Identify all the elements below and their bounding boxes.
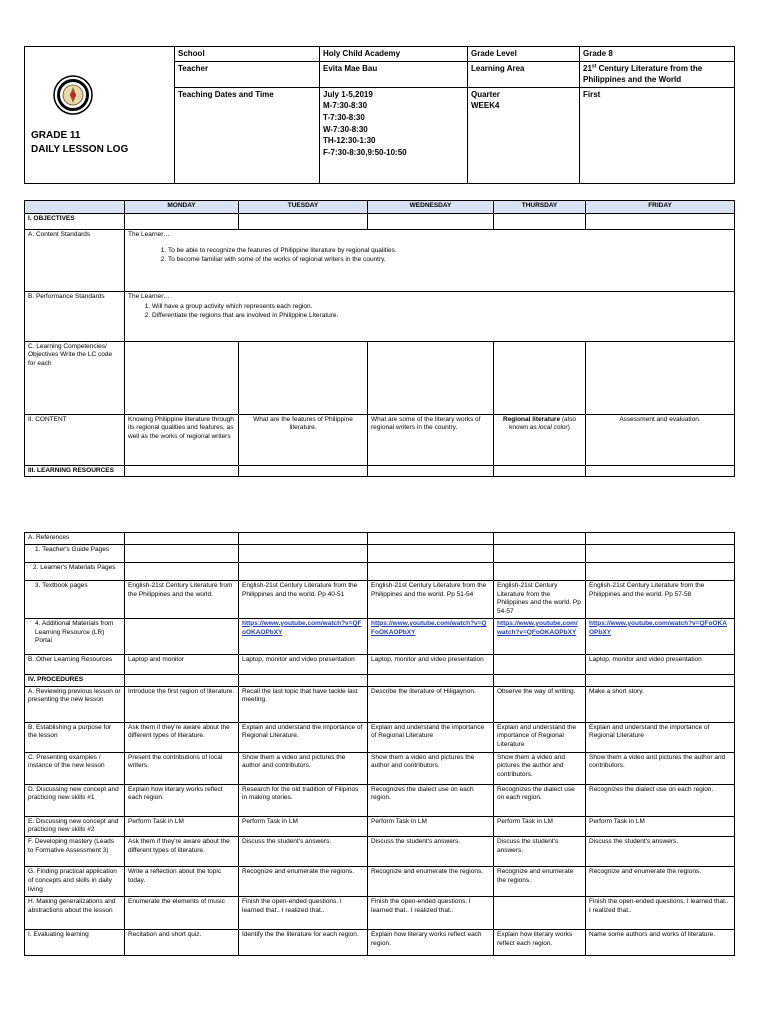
procedure-row	[25, 722, 735, 752]
other-resource-cell	[494, 654, 586, 674]
lm-label: 2. Learner's Materials Pages	[25, 562, 125, 580]
day-header: THURSDAY	[494, 201, 586, 214]
procedure-row	[25, 837, 735, 867]
teacher-value: Evita Mae Bau	[320, 61, 468, 87]
procedure-cell: Ask them if they're aware about the different types of literature.	[125, 837, 239, 867]
procedure-cell: Research for the old tradition of Filipinos in making stories.	[239, 784, 368, 816]
procedure-cell: Perform Task in LM	[239, 816, 368, 837]
day-header: WEDNESDAY	[368, 201, 494, 214]
procedure-cell: Discuss the student's answers.	[494, 837, 586, 867]
textbook-cell: English-21st Century Literature from the Philippines and the world. Pp 57-58	[586, 580, 735, 618]
content-standard-item: 2. To become familiar with some of the works of regional writers in the country.	[168, 256, 731, 264]
other-resource-cell: Laptop, monitor and video presentation	[586, 654, 735, 674]
procedure-label: F. Developing mastery (Leads to Formative Assessment 3)	[25, 837, 125, 867]
quarter-label	[468, 87, 580, 183]
quarter-value: WEEK4	[471, 101, 500, 111]
procedure-cell: Discuss the student's answers.	[239, 837, 368, 867]
procedures-table	[24, 532, 735, 956]
dates-label: Teaching Dates and Time	[175, 87, 320, 183]
other-resource-cell: Laptop, monitor and video presentation	[368, 654, 494, 674]
procedure-cell: Recitation and short quiz.	[125, 930, 239, 956]
procedure-row	[25, 686, 735, 722]
grade-level-label: Grade Level	[468, 47, 580, 62]
quarter-first: First	[580, 87, 735, 183]
procedure-label: A. Reviewing previous lesson or presenting the new lesson	[25, 686, 125, 722]
procedure-cell: Name some authors and works of literature.	[586, 930, 735, 956]
procedures-label: IV. PROCEDURES	[25, 674, 125, 686]
textbook-label: 3. Textbook pages	[25, 580, 125, 618]
performance-standard-item: 2. Differentiate the regions that are involved in Philippine Literature.	[152, 312, 731, 320]
day-header: MONDAY	[125, 201, 239, 214]
procedure-label: E. Discussing new concept and practicing new skills #2	[25, 816, 125, 837]
procedure-label: D. Discussing new concept and practicing new skills #1	[25, 784, 125, 816]
content-standards-value	[125, 230, 735, 292]
day-header: TUESDAY	[239, 201, 368, 214]
logo-title-cell	[25, 47, 175, 184]
procedure-cell: Recognizes the dialect use on each region.	[368, 784, 494, 816]
procedure-cell: Present the contributions of local writers.	[125, 752, 239, 784]
procedure-cell	[494, 897, 586, 930]
competencies-label: C. Learning Competencies/ Objectives Write the LC code for each	[25, 342, 125, 415]
tg-label: 1. Teacher's Guide Pages	[25, 544, 125, 562]
procedure-row	[25, 867, 735, 897]
procedure-cell: Perform Task in LM	[494, 816, 586, 837]
procedure-label: H. Making generalizations and abstractions about the lesson	[25, 897, 125, 930]
content-cell: What are some of the literary works of regional writers in the country.	[368, 415, 494, 466]
procedure-cell: Explain how literary works reflect each region.	[368, 930, 494, 956]
procedure-cell: Recognize and enumerate the regions.	[239, 867, 368, 897]
other-resource-cell: Laptop and monitor	[125, 654, 239, 674]
procedure-cell: Explain and understand the importance of Regional Literature.	[239, 722, 368, 752]
youtube-link[interactable]: https://www.youtube.com/watch?v=QFoOKAOPbXY	[497, 619, 578, 636]
performance-standards-value	[125, 292, 735, 342]
school-value: Holy Child Academy	[320, 47, 468, 62]
youtube-link[interactable]: https://www.youtube.com/watch?v=QFoOKAOPbXY	[371, 619, 487, 636]
date-time-line: W-7:30-8:30	[323, 124, 368, 134]
grade-level-value: Grade 8	[580, 47, 735, 62]
procedure-cell: Discuss the student's answers.	[586, 837, 735, 867]
content-cell: Assessment and evaluation.	[586, 415, 735, 466]
procedure-cell: Recognize and enumerate the regions.	[586, 867, 735, 897]
quarter-label-text: Quarter	[471, 89, 500, 99]
procedure-label: C. Presenting examples / instance of the new lesson	[25, 752, 125, 784]
procedure-cell: Finish the open-ended questions. I learned that.. I realized that..	[239, 897, 368, 930]
procedure-cell: Show them a video and pictures the author and contributors.	[368, 752, 494, 784]
procedure-cell: Finish the open-ended questions. I learned that.. I realized that..	[368, 897, 494, 930]
procedure-label: G. Finding practical application of concepts and skills in daily living	[25, 867, 125, 897]
procedure-label: I. Evaluating learning	[25, 930, 125, 956]
procedure-cell: Show them a video and pictures the author and contributors.	[586, 752, 735, 784]
day-header: FRIDAY	[586, 201, 735, 214]
other-resources-label: B. Other Learning Resources	[25, 654, 125, 674]
content-standard-item: 1. To be able to recognize the features of Philippine literature by regional qualities.	[168, 247, 731, 255]
performance-standards-label: B. Performance Standards	[25, 292, 125, 342]
textbook-cell: English-21st Century Literature from the Philippines and the world.	[125, 580, 239, 618]
procedure-cell: Perform Task in LM	[586, 816, 735, 837]
procedure-cell: Ask them if they're aware about the different types of literature.	[125, 722, 239, 752]
textbook-cell: English-21st Century Literature from the Philippines and the world. Pp 40-51	[239, 580, 368, 618]
date-time-line: July 1-5,2019	[323, 89, 373, 99]
header-table	[24, 46, 735, 184]
procedure-cell: Recognize and enumerate the regions.	[368, 867, 494, 897]
content-cell: What are the features of Philippine literature.	[239, 415, 368, 466]
procedure-cell: Observe the way of writing.	[494, 686, 586, 722]
date-time-line: M-7:30-8:30	[323, 101, 368, 111]
date-time-line: TH-12:30-1:30	[323, 136, 376, 146]
date-time-line: T-7:30-8:30	[323, 112, 365, 122]
procedure-cell: Recognize and enumerate the regions.	[494, 867, 586, 897]
school-label: School	[175, 47, 320, 62]
procedure-cell: Recognizes the dialect use on each region.	[586, 784, 735, 816]
youtube-link[interactable]: https://www.youtube.com/watch?v=QFoOKAOPbXY	[242, 619, 362, 636]
learning-area-value: 21st Century Literature from the Philippines and the World	[580, 61, 735, 87]
procedure-row	[25, 752, 735, 784]
procedure-cell: Perform Task in LM	[368, 816, 494, 837]
procedure-cell: Recognizes the dialect use on each region.	[494, 784, 586, 816]
procedure-cell: Explain and understand the importance of Regional Literature	[586, 722, 735, 752]
grade-title: GRADE 11	[31, 130, 81, 141]
other-resource-cell: Laptop, monitor and video presentation	[239, 654, 368, 674]
date-time-line: F-7:30-8:30,9:50-10:50	[323, 147, 407, 157]
school-seal-logo	[53, 75, 93, 115]
textbook-cell: English-21st Century Literature from the Philippines and the world. Pp 51-54	[368, 580, 494, 618]
procedure-cell: Explain how literary works reflect each region.	[494, 930, 586, 956]
content-label: II. CONTENT	[25, 415, 125, 466]
procedure-label: B. Establishing a purpose for the lesson	[25, 722, 125, 752]
objectives-table	[24, 200, 735, 477]
procedure-cell: Explain how literary works reflect each region.	[125, 784, 239, 816]
procedure-cell: Introduce the first region of literature.	[125, 686, 239, 722]
content-standards-label: A. Content Standards	[25, 230, 125, 292]
procedure-row	[25, 897, 735, 930]
resources-label: III. LEARNING RESOURCES	[25, 466, 125, 477]
procedure-row	[25, 930, 735, 956]
procedure-cell: Describe the literature of Hiligaynon.	[368, 686, 494, 722]
additional-materials-label: 4. Additional Materials from Learning Resource (LR) Portal	[25, 618, 125, 654]
youtube-link[interactable]: https://www.youtube.com/watch?v=QFoOKAOPbXY	[589, 619, 727, 636]
procedure-cell: Explain and understand the importance of Regional Literature	[494, 722, 586, 752]
procedure-cell: Show them a video and pictures the author and contributors.	[494, 752, 586, 784]
textbook-cell: English-21st Century Literature from the Philippines and the world. Pp 54-57	[494, 580, 586, 618]
performance-standards-intro: The Learner…	[128, 293, 170, 300]
content-standards-intro: The Learner…	[128, 231, 170, 238]
procedure-cell: Make a short story.	[586, 686, 735, 722]
procedure-cell: Show them a video and pictures the author and contributors.	[239, 752, 368, 784]
content-cell: Knowing Philippine literature through its regional qualities and features, as well as the works of regional writers	[125, 415, 239, 466]
procedure-row	[25, 784, 735, 816]
procedure-cell: Discuss the student's answers.	[368, 837, 494, 867]
procedure-cell: Identify the the literature for each region.	[239, 930, 368, 956]
procedure-cell: Perform Task in LM	[125, 816, 239, 837]
procedure-cell: Recall the last topic that have tackle last meeting.	[239, 686, 368, 722]
dates-value	[320, 87, 468, 183]
objectives-label: I. OBJECTIVES	[25, 214, 125, 230]
procedure-cell: Explain and understand the importance of Regional Literature	[368, 722, 494, 752]
log-title: DAILY LESSON LOG	[31, 144, 129, 155]
references-label: A. References	[25, 533, 125, 545]
teacher-label: Teacher	[175, 61, 320, 87]
procedure-cell: Finish the open-ended questions. I learned that.. I realized that..	[586, 897, 735, 930]
procedure-cell: Write a reflection about the topic today.	[125, 867, 239, 897]
content-cell: Regional literature (also known as local color)	[494, 415, 586, 466]
performance-standard-item: 1. Will have a group activity which represents each region.	[152, 303, 731, 311]
procedure-row	[25, 816, 735, 837]
learning-area-label: Learning Area	[468, 61, 580, 87]
corner-cell	[25, 201, 125, 214]
procedure-cell: Enumerate the elements of music	[125, 897, 239, 930]
